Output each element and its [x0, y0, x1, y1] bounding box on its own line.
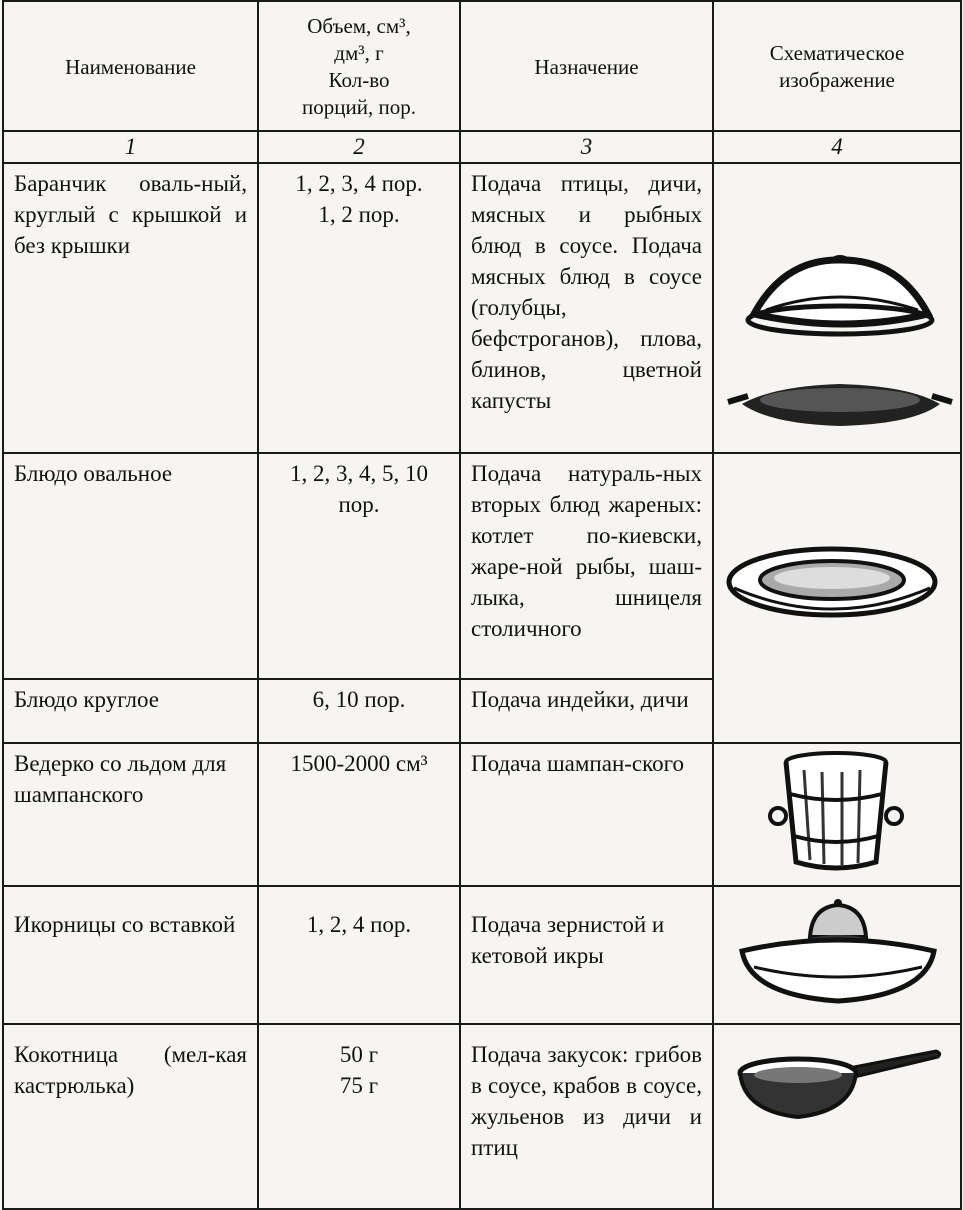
item-image-cell — [713, 1024, 961, 1209]
oval-dish-icon — [714, 454, 958, 734]
column-number-row — [3, 131, 961, 163]
header-volume-line4: порций, пор. — [302, 95, 416, 119]
column-number: 2 — [258, 131, 460, 163]
item-name: Баранчик оваль-ный, круглый с крышкой и без крышки — [3, 163, 258, 453]
table-row — [3, 163, 961, 453]
header-image-line1: Схематическое — [769, 41, 905, 65]
header-volume-line1: Объем, см³, — [307, 14, 411, 38]
header-volume-line2: дм³, г — [334, 41, 384, 65]
item-purpose: Подача птицы, дичи, мясных и рыбных блюд в соусе. Подача мясных блюд в соусе (голубцы, бефстроганов), плова, блинов, цветной капусты — [460, 163, 713, 453]
header-name: Наименование — [3, 1, 258, 131]
item-purpose: Подача натураль-ных вторых блюд жареных: котлет по-киевски, жаре-ной рыбы, шаш-лыка, шницеля столичного — [460, 453, 713, 679]
item-purpose: Подача закусок: грибов в соусе, крабов в соусе, жульенов из дичи и птиц — [460, 1024, 713, 1209]
item-volume-line: пор. — [338, 492, 380, 517]
ice-bucket-icon — [714, 744, 958, 883]
header-image-line2: изображение — [779, 68, 895, 92]
item-volume: 6, 10 пор. — [258, 679, 460, 743]
item-purpose: Подача зернистой и кетовой икры — [460, 886, 713, 1024]
column-number: 1 — [3, 131, 258, 163]
item-purpose: Подача шампан-ского — [460, 743, 713, 886]
header-image — [713, 1, 961, 131]
item-name: Икорницы со вставкой — [3, 886, 258, 1024]
cocotte-pan-icon — [714, 1025, 958, 1206]
item-image-cell — [713, 163, 961, 453]
item-volume-line: 75 г — [339, 1073, 379, 1098]
table-row — [3, 886, 961, 1024]
item-name: Блюдо круглое — [3, 679, 258, 743]
item-volume-line: 50 г — [339, 1042, 379, 1067]
item-volume-line: 1, 2, 3, 4 пор. — [295, 171, 423, 196]
header-row — [3, 1, 961, 131]
header-volume-line3: Кол-во — [328, 68, 390, 92]
item-name: Блюдо овальное — [3, 453, 258, 679]
item-volume — [258, 1024, 460, 1209]
item-volume — [258, 163, 460, 453]
column-number: 4 — [713, 131, 961, 163]
header-purpose: Назначение — [460, 1, 713, 131]
table-row — [3, 453, 961, 679]
item-volume — [258, 453, 460, 679]
item-name: Ведерко со льдом для шампанского — [3, 743, 258, 886]
tableware-table — [2, 0, 962, 1210]
header-volume — [258, 1, 460, 131]
item-image-cell — [713, 453, 961, 743]
item-volume: 1500-2000 см³ — [258, 743, 460, 886]
lidded-dish-icon — [714, 164, 958, 450]
table-row — [3, 1024, 961, 1209]
table-row — [3, 743, 961, 886]
column-number: 3 — [460, 131, 713, 163]
item-volume-line: 1, 2, 3, 4, 5, 10 — [290, 461, 428, 486]
caviar-bowl-icon — [714, 887, 958, 1021]
item-volume-line: 1, 2 пор. — [318, 202, 400, 227]
item-name: Кокотница (мел-кая кастрюлька) — [3, 1024, 258, 1209]
item-image-cell — [713, 886, 961, 1024]
item-image-cell — [713, 743, 961, 886]
item-volume: 1, 2, 4 пор. — [258, 886, 460, 1024]
item-purpose: Подача индейки, дичи — [460, 679, 713, 743]
